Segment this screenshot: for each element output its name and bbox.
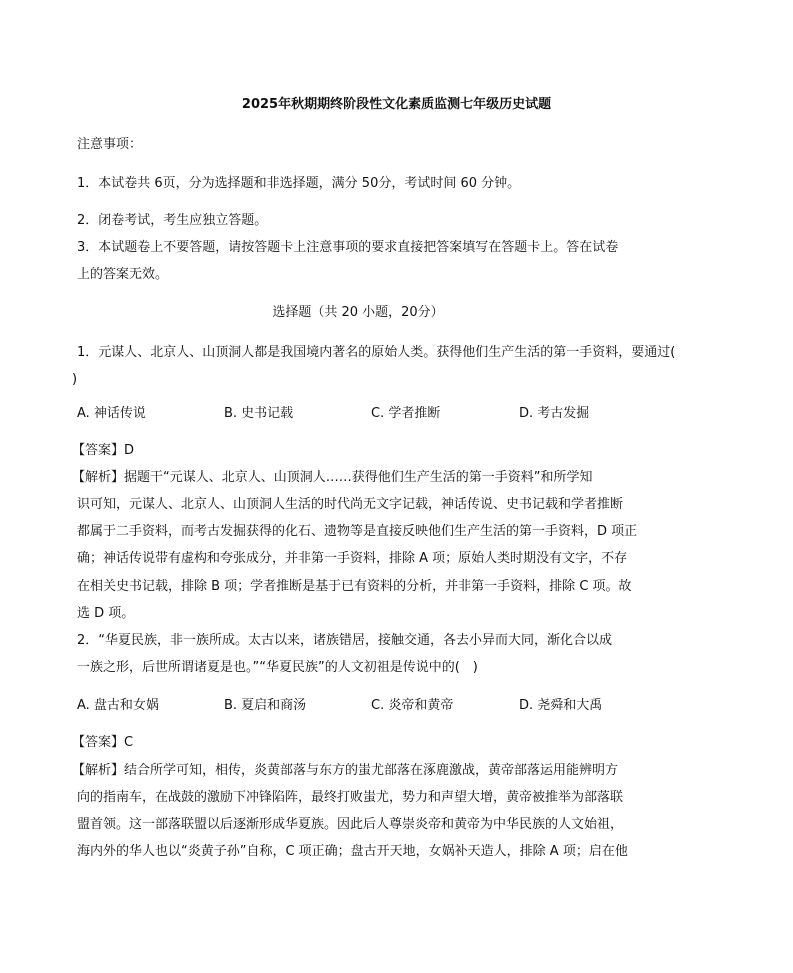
q2-option-d: D. 尧舜和大禹	[519, 698, 603, 713]
q1-analysis-line: 在相关史书记载，排除 B 项；学者推断是基于已有资料的分析，并非第一手资料，排除 C 项。故	[77, 579, 632, 594]
q2-analysis-line: 盟首领。这一部落联盟以后逐渐形成华夏族。因此后人尊崇炎帝和黄帝为中华民族的人文始祖，	[77, 817, 624, 832]
exam-title: 2025年秋期期终阶段性文化素质监测七年级历史试题	[241, 97, 552, 112]
section-title: 选择题（共 20 小题，20分）	[272, 305, 444, 320]
q1-option-c: C. 学者推断	[371, 406, 441, 421]
q1-option-b: B. 史书记载	[224, 406, 294, 421]
notice-item-1: 1．本试卷共 6页，分为选择题和非选择题，满分 50分，考试时间 60 分钟。	[77, 176, 521, 191]
q1-analysis-line: 【解析】据题干“元谋人、北京人、山顶洞人……获得他们生产生活的第一手资料”和所学知	[72, 470, 593, 485]
q1-option-d: D. 考古发掘	[519, 406, 590, 421]
q2-stem-continued: 一族之形，后世所谓诸夏是也。”“华夏民族”的人文初祖是传说中的( )	[77, 660, 478, 675]
q2-answer: 【答案】C	[72, 735, 134, 750]
q2-analysis-line: 【解析】结合所学可知，相传，炎黄部落与东方的蚩尤部落在涿鹿激战，黄帝部落运用能辨明方	[72, 763, 619, 778]
q1-stem-bracket: )	[72, 372, 78, 387]
q2-option-b: B. 夏启和商汤	[224, 698, 307, 713]
q2-option-c: C. 炎帝和黄帝	[371, 698, 454, 713]
q1-analysis-line: 确；神话传说带有虚构和夸张成分，并非第一手资料，排除 A 项；原始人类时期没有文字，不存	[77, 551, 628, 566]
notice-heading: 注意事项：	[77, 137, 143, 152]
notice-item-2: 2．闭卷考试，考生应独立答题。	[77, 213, 268, 228]
q1-option-a: A. 神话传说	[77, 406, 146, 421]
notice-item-3: 3．本试题卷上不要答题，请按答题卡上注意事项的要求直接把答案填写在答题卡上。答在试卷	[77, 240, 619, 255]
q2-analysis-line: 海内外的华人也以“炎黄子孙”自称，C 项正确；盘古开天地，女娲补天造人，排除 A 项；启在他	[77, 844, 628, 859]
notice-item-3-continued: 上的答案无效。	[77, 267, 169, 282]
q2-option-a: A. 盘古和女娲	[77, 698, 159, 713]
q1-analysis-line: 识可知，元谋人、北京人、山顶洞人生活的时代尚无文字记载，神话传说、史书记载和学者推断	[77, 497, 624, 512]
q2-analysis-line: 向的指南车，在战鼓的激励下冲锋陷阵，最终打败蚩尤，势力和声望大增，黄帝被推举为部落联	[77, 790, 624, 805]
q1-stem: 1．元谋人、北京人、山顶洞人都是我国境内著名的原始人类。获得他们生产生活的第一手资料，要通过(	[77, 345, 676, 360]
q2-stem: 2．“华夏民族，非一族所成。太古以来，诸族错居，接触交通，各去小异而大同，渐化合以成	[77, 633, 613, 648]
q1-analysis-line: 选 D 项。	[77, 606, 135, 621]
q1-analysis-line: 都属于二手资料，而考古发掘获得的化石、遗物等是直接反映他们生产生活的第一手资料，D 项正	[77, 524, 638, 539]
q1-answer: 【答案】D	[72, 443, 135, 458]
